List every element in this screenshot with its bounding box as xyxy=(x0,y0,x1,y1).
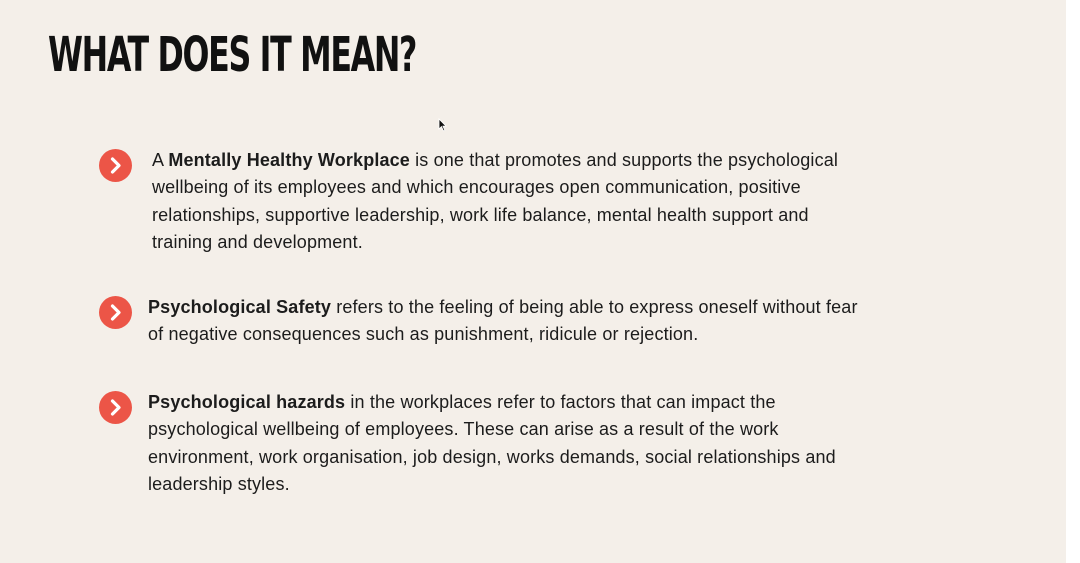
bullet-line xyxy=(148,294,858,321)
bullet-rest: in the workplaces refer to factors that can impact the xyxy=(345,392,776,412)
bullet-text xyxy=(152,147,838,256)
bullet-text xyxy=(148,389,836,498)
bullet-term: Psychological hazards xyxy=(148,392,346,412)
bullet-rest: refers to the feeling of being able to express oneself without fear xyxy=(331,297,858,317)
bullet-line xyxy=(152,147,838,174)
bullet-line: wellbeing of its employees and which encourages open communication, positive xyxy=(152,177,801,198)
bullet-line: leadership styles. xyxy=(148,473,290,494)
chevron-right-circle-icon xyxy=(99,149,132,182)
bullet-text xyxy=(148,294,858,349)
bullet-line xyxy=(148,389,836,416)
bullet-term: Psychological Safety xyxy=(148,297,332,317)
chevron-right-circle-icon xyxy=(99,391,132,424)
chevron-right-circle-icon xyxy=(99,296,132,329)
bullet-line: relationships, supportive leadership, work life balance, mental health support and xyxy=(152,204,809,225)
bullet-lead: A xyxy=(152,150,169,170)
bullet-line: environment, work organisation, job design, works demands, social relationships and xyxy=(148,446,836,467)
bullet-line: training and development. xyxy=(152,231,363,252)
bullet-term: Mentally Healthy Workplace xyxy=(168,150,410,170)
mouse-cursor-icon xyxy=(438,118,447,132)
bullet-line: psychological wellbeing of employees. These can arise as a result of the work xyxy=(148,419,779,440)
bullet-line: of negative consequences such as punishment, ridicule or rejection. xyxy=(148,324,699,345)
slide-title: WHAT DOES IT MEAN? xyxy=(48,27,417,83)
slide-right-border xyxy=(1066,0,1080,563)
bullet-rest: is one that promotes and supports the psychological xyxy=(409,150,839,170)
